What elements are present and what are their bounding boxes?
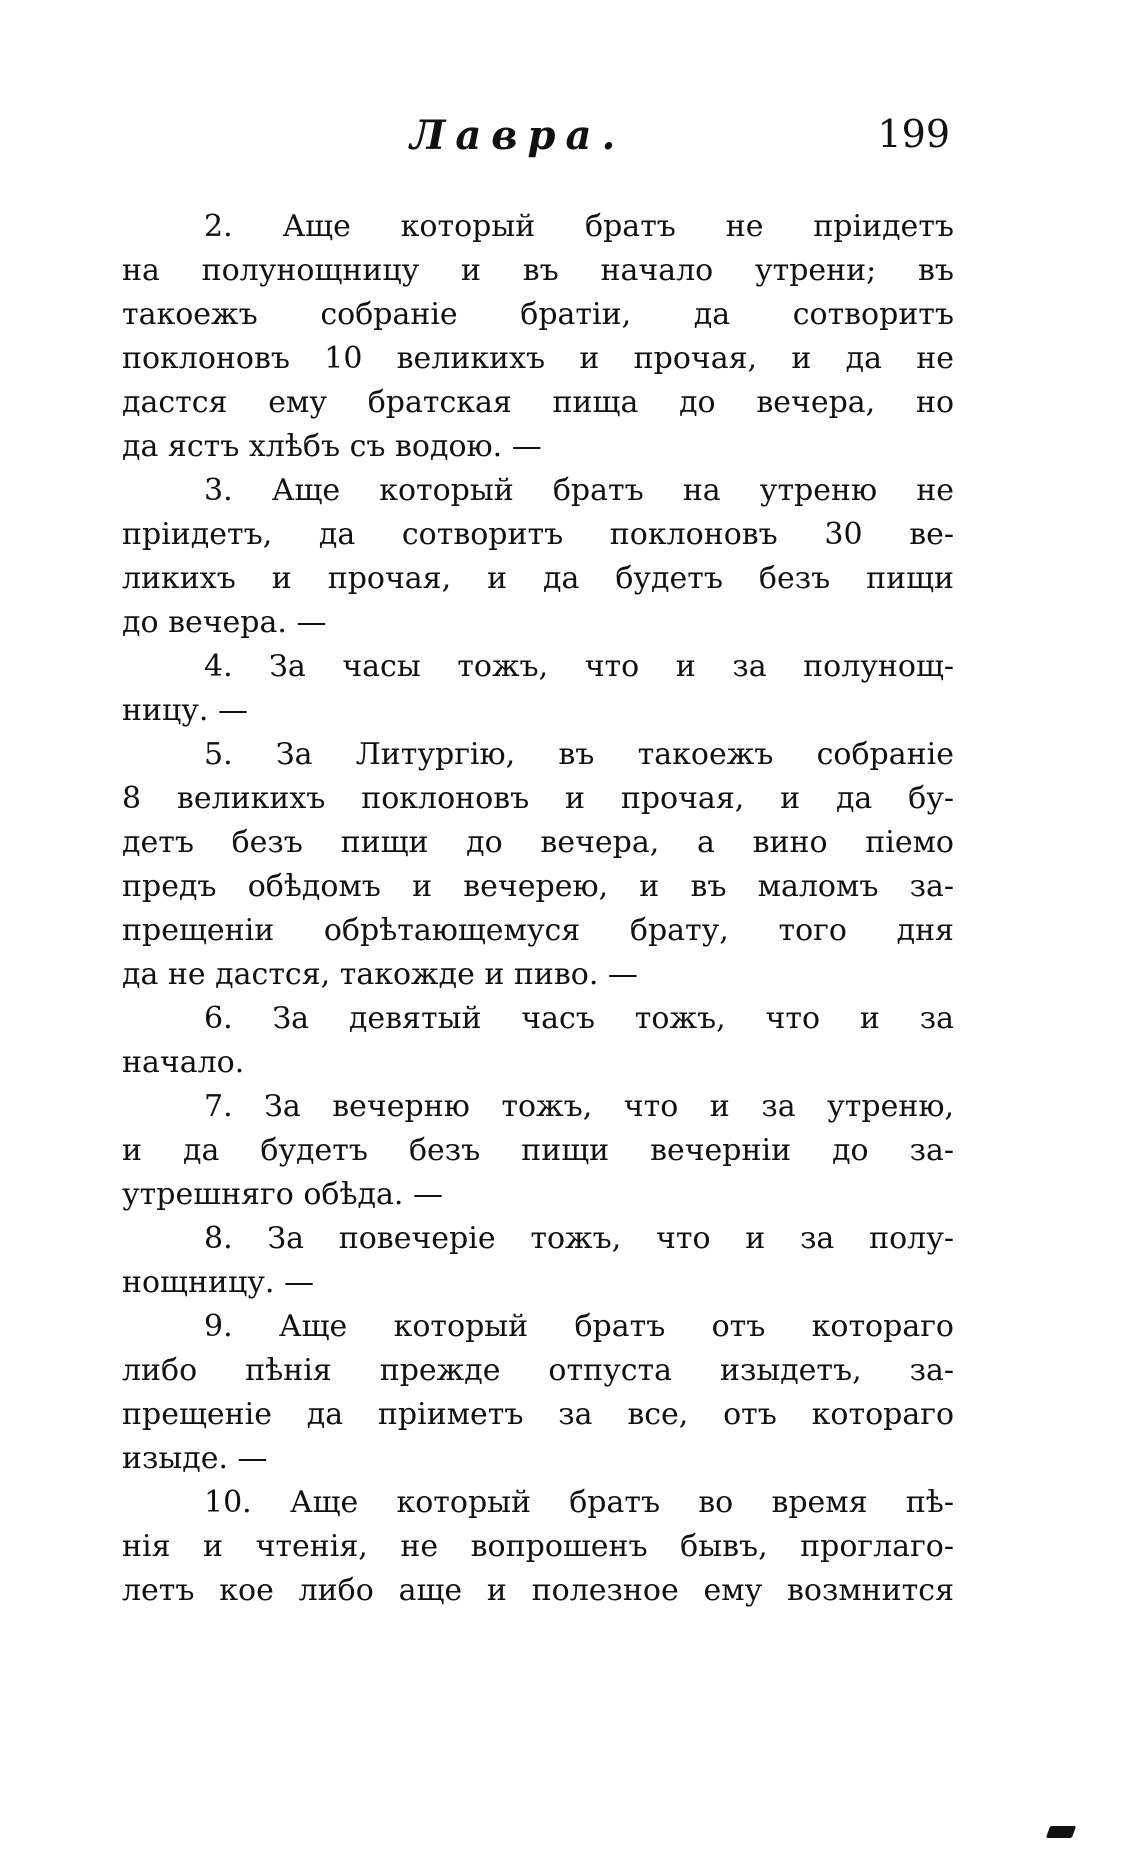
text-line: да ястъ хлѣбъ съ водою. —: [122, 429, 542, 464]
text-line: на полунощницу и въ начало утрени; въ: [122, 253, 954, 288]
text-line: 7. За вечерню тожъ, что и за утреню,: [204, 1089, 954, 1124]
text-line: пріидетъ, да сотворитъ поклоновъ 30 ве-: [122, 517, 954, 552]
text-line: и да будетъ безъ пищи вечерніи до за-: [122, 1133, 954, 1168]
text-line: 4. За часы тожъ, что и за полунощ-: [204, 649, 954, 684]
text-line: утрешняго обѣда. —: [122, 1177, 443, 1212]
text-line: детъ безъ пищи до вечера, а вино піемо: [122, 825, 954, 860]
text-line: дастся ему братская пища до вечера, но: [122, 385, 954, 420]
text-line: до вечера. —: [122, 605, 327, 640]
text-line: нія и чтенія, не вопрошенъ бывъ, проглаго-: [122, 1529, 954, 1564]
text-line: 2. Аще который братъ не пріидетъ: [204, 209, 954, 244]
text-line: такоежъ собраніе братіи, да сотворитъ: [122, 297, 954, 332]
text-line: начало.: [122, 1045, 245, 1080]
text-line: прещеніе да пріиметъ за все, отъ котораго: [122, 1397, 954, 1432]
text-line: предъ обѣдомъ и вечерею, и въ маломъ за-: [122, 869, 954, 904]
text-line: 8 великихъ поклоновъ и прочая, и да бу-: [122, 781, 954, 816]
running-head: [120, 112, 950, 172]
text-line: поклоновъ 10 великихъ и прочая, и да не: [122, 341, 954, 376]
running-title: Лавра.: [410, 112, 626, 159]
body-text: [122, 205, 954, 1613]
text-line: 8. За повечеріе тожъ, что и за полу-: [204, 1221, 954, 1256]
text-line: 3. Аще который братъ на утреню не: [204, 473, 954, 508]
page-number: 199: [877, 112, 950, 156]
text-line: летъ кое либо аще и полезное ему возмнится: [122, 1573, 954, 1608]
text-line: прещеніи обрѣтающемуся брату, того дня: [122, 913, 954, 948]
text-line: 9. Аще который братъ отъ котораго: [204, 1309, 954, 1344]
text-line: да не дастся, такожде и пиво. —: [122, 957, 638, 992]
text-line: изыде. —: [122, 1441, 268, 1476]
text-line: нощницу. —: [122, 1265, 314, 1300]
text-line: ницу. —: [122, 693, 249, 728]
text-line: 10. Аще который братъ во время пѣ-: [204, 1485, 954, 1520]
text-line: ликихъ и прочая, и да будетъ безъ пищи: [122, 561, 954, 596]
text-line: либо пѣнія прежде отпуста изыдетъ, за-: [122, 1353, 954, 1388]
text-line: 5. За Литургію, въ такоежъ собраніе: [204, 737, 954, 772]
text-line: 6. За девятый часъ тожъ, что и за: [204, 1001, 954, 1036]
ink-smudge: [1046, 1826, 1076, 1838]
